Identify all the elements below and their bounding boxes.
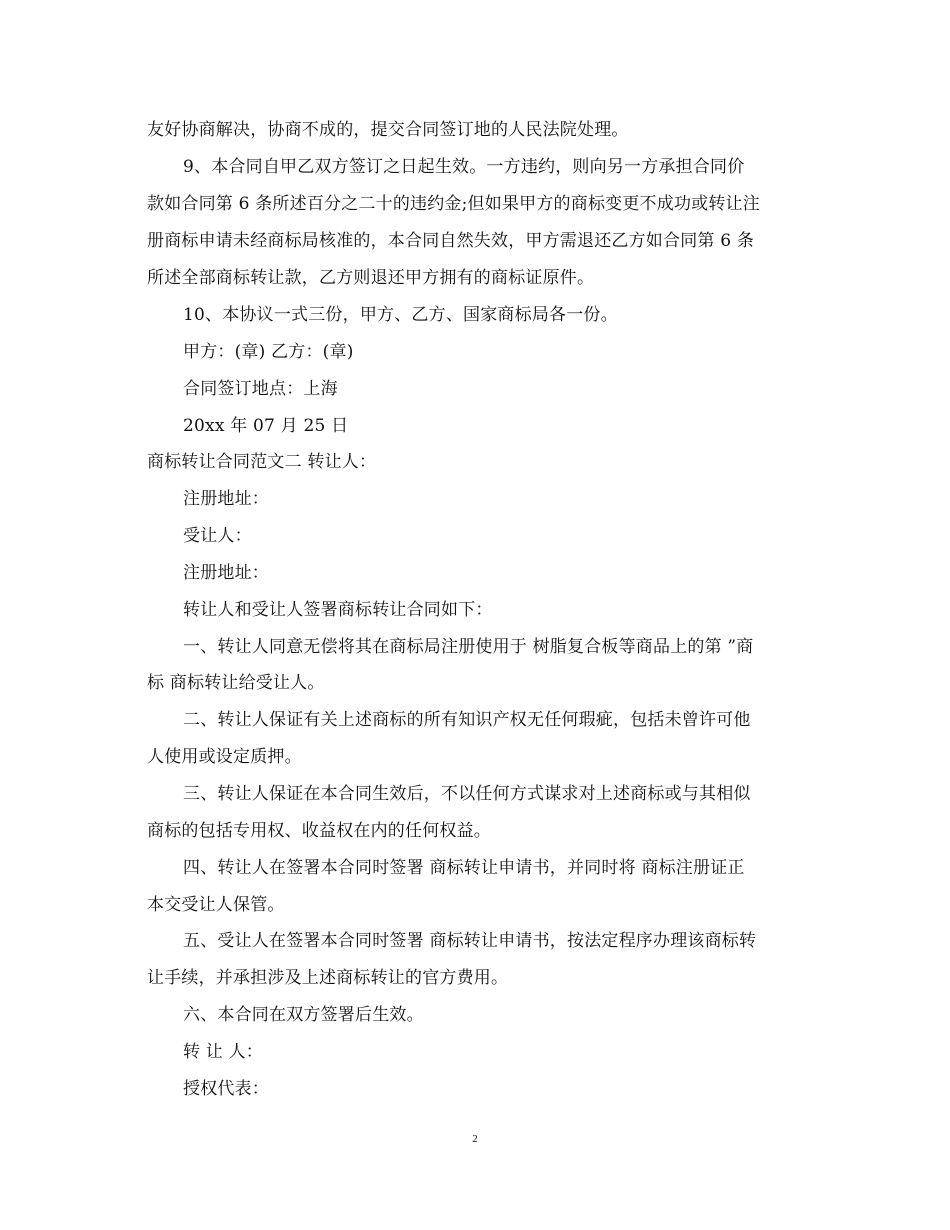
text-line: 甲方：(章) 乙方：(章) bbox=[183, 342, 354, 362]
text-line: 人使用或设定质押。 bbox=[147, 747, 302, 767]
text-line: 商标的包括专用权、收益权在内的任何权益。 bbox=[147, 821, 491, 841]
text-line: 20xx 年 07 月 25 日 bbox=[183, 416, 349, 436]
text-line: 友好协商解决，协商不成的，提交合同签订地的人民法院处理。 bbox=[147, 120, 629, 140]
text-line: 转 让 人： bbox=[183, 1042, 264, 1062]
text-line: 二、转让人保证有关上述商标的所有知识产权无任何瑕疵，包括未曾许可他 bbox=[183, 710, 751, 730]
text-line: 五、受让人在签署本合同时签署 商标转让申请书，按法定程序办理该商标转 bbox=[183, 931, 757, 951]
text-line: 四、转让人在签署本合同时签署 商标转让申请书，并同时将 商标注册证正 bbox=[183, 858, 745, 878]
page-number: 2 bbox=[472, 1133, 478, 1145]
text-line: 所述全部商标转让款，乙方则退还甲方拥有的商标证原件。 bbox=[147, 268, 595, 288]
text-line: 标 商标转让给受让人。 bbox=[147, 673, 325, 693]
text-line: 受让人： bbox=[183, 526, 252, 546]
section-heading: 商标转让合同范文二 转让人： bbox=[147, 452, 377, 472]
text-line: 本交受让人保管。 bbox=[147, 895, 285, 915]
text-line: 注册地址： bbox=[183, 489, 269, 509]
text-line: 注册地址： bbox=[183, 563, 269, 583]
text-line: 一、转让人同意无偿将其在商标局注册使用于 树脂复合板等商品上的第 ”商 bbox=[183, 637, 754, 657]
text-line: 转让人和受让人签署商标转让合同如下： bbox=[183, 600, 493, 620]
text-line: 10、本协议一式三份，甲方、乙方、国家商标局各一份。 bbox=[183, 305, 618, 325]
text-line: 授权代表： bbox=[183, 1079, 269, 1099]
text-line: 9、本合同自甲乙双方签订之日起生效。一方违约，则向另一方承担合同价 bbox=[183, 157, 745, 177]
text-line: 三、转让人保证在本合同生效后，不以任何方式谋求对上述商标或与其相似 bbox=[183, 784, 751, 804]
text-line: 合同签订地点：上海 bbox=[183, 379, 338, 399]
text-line: 款如合同第 6 条所述百分之二十的违约金;但如果甲方的商标变更不成功或转让注 bbox=[147, 194, 760, 214]
text-line: 让手续，并承担涉及上述商标转让的官方费用。 bbox=[147, 968, 509, 988]
text-line: 册商标申请未经商标局核准的，本合同自然失效，甲方需退还乙方如合同第 6 条 bbox=[147, 231, 755, 251]
text-line: 六、本合同在双方签署后生效。 bbox=[183, 1005, 424, 1025]
